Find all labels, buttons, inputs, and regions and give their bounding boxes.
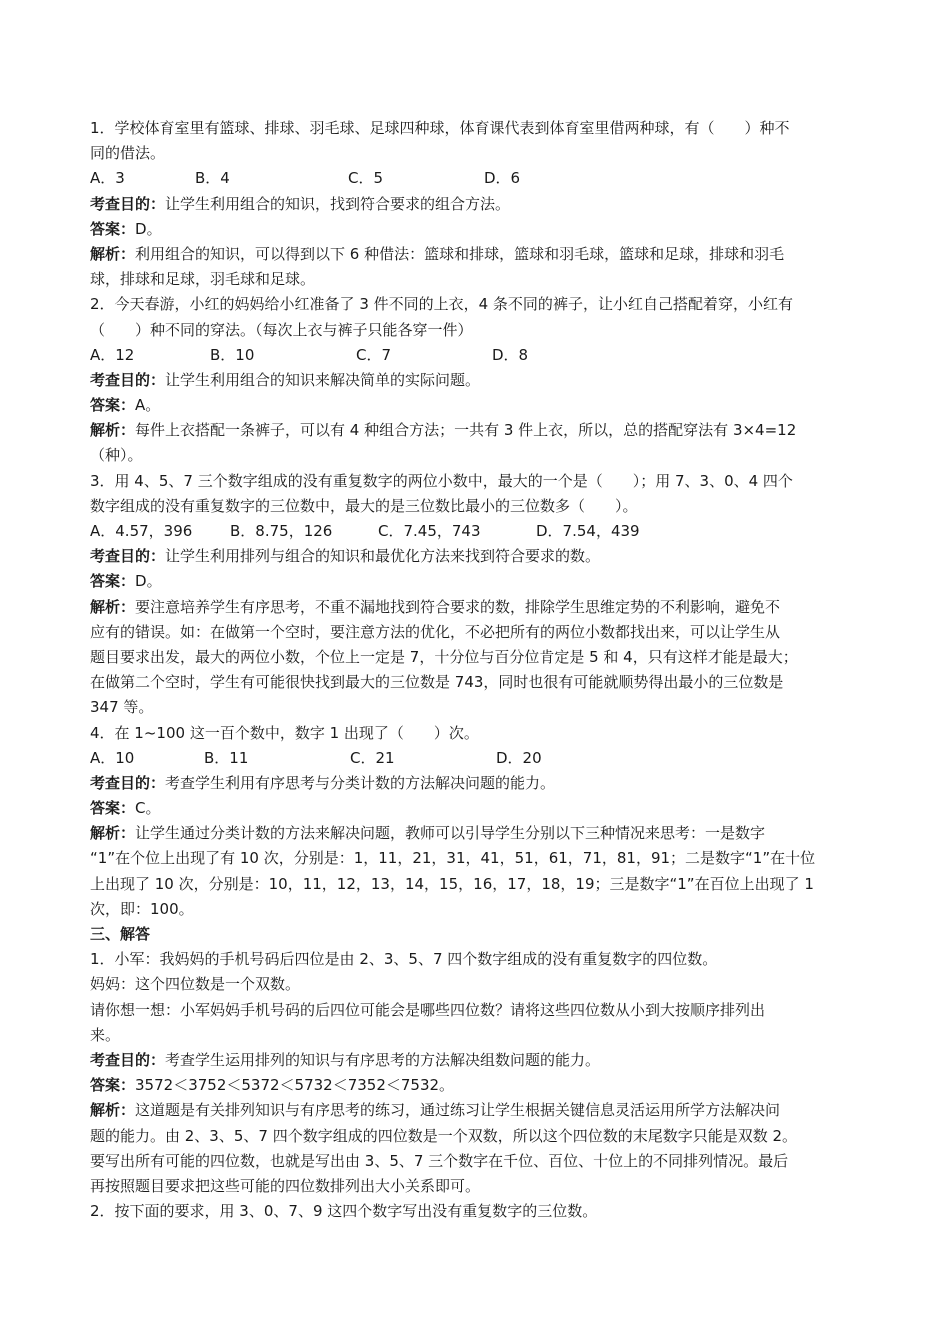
analysis-text: 这道题是有关排列知识与有序思考的练习，通过练习让学生根据关键信息灵活运用所学方法解决问 <box>135 1101 781 1120</box>
option-b: B．4 <box>195 169 230 188</box>
question-4-analysis-cont: “1”在个位上出现了有 10 次，分别是：1，11，21，31，41，51，61，71，81，91；二是数字“1”在十位 <box>90 849 816 868</box>
analysis-label: 解析： <box>90 244 136 263</box>
question-2-options <box>90 343 865 368</box>
purpose-label: 考查目的： <box>90 773 166 792</box>
option-b: B．10 <box>210 345 255 364</box>
question-4-analysis <box>90 821 865 846</box>
question-3-analysis-cont: 应有的错误。如：在做第一个空时，要注意方法的优化，不必把所有的两位小数都找出来，可以让学生从 <box>90 622 781 641</box>
question-4-text: 4．在 1~100 这一百个数中，数字 1 出现了（ ）次。 <box>90 723 479 742</box>
problem-1-analysis <box>90 1098 865 1123</box>
answer-label: 答案： <box>90 1076 136 1095</box>
problem-1-text-cont: 妈妈：这个四位数是一个双数。 <box>90 975 301 994</box>
problem-1-analysis-cont: 要写出所有可能的四位数，也就是写出由 3、5、7 三个数字在千位、百位、十位上的不同排列情况。最后 <box>90 1151 789 1170</box>
question-3-text-cont: 数字组成的没有重复数字的三位数中，最大的是三位数比最小的三位数多（ ）。 <box>90 496 638 515</box>
answer-text: C。 <box>135 799 161 818</box>
question-3-text: 3．用 4、5、7 三个数字组成的没有重复数字的两位小数中，最大的一个是（ ）；用 7、3、0、4 四个 <box>90 471 793 490</box>
purpose-label: 考查目的： <box>90 1050 166 1069</box>
option-d: D．7.54，439 <box>536 522 640 540</box>
question-4-analysis-cont: 次，即：100。 <box>90 899 194 918</box>
answer-text: A。 <box>135 396 161 415</box>
option-b: B．8.75，126 <box>230 522 333 540</box>
question-1-purpose <box>90 192 865 217</box>
problem-1-answer <box>90 1073 865 1098</box>
question-2-purpose <box>90 368 865 393</box>
document-page <box>90 116 865 1224</box>
analysis-text: 要注意培养学生有序思考，不重不漏地找到符合要求的数，排除学生思维定势的不利影响，避免不 <box>135 597 781 616</box>
problem-2-text: 2．按下面的要求，用 3、0、7、9 这四个数字写出没有重复数字的三位数。 <box>90 1202 598 1221</box>
option-c: C．5 <box>348 169 384 188</box>
option-d: D．6 <box>484 169 521 188</box>
option-c: C．21 <box>350 748 395 767</box>
question-3-analysis <box>90 595 865 620</box>
question-1-options <box>90 166 865 191</box>
question-2-text-cont: （ ）种不同的穿法。（每次上衣与裤子只能各穿一件） <box>90 320 473 339</box>
option-a: A．3 <box>90 169 125 188</box>
problem-1-analysis-cont: 再按照题目要求把这些可能的四位数排列出大小关系即可。 <box>90 1176 481 1195</box>
analysis-text: 利用组合的知识，可以得到以下 6 种借法：篮球和排球，篮球和羽毛球，篮球和足球，排球和羽毛 <box>135 244 785 263</box>
question-1-answer <box>90 217 865 242</box>
problem-1-text: 1．小军：我妈妈的手机号码后四位是由 2、3、5、7 四个数字组成的没有重复数字的四位数。 <box>90 950 718 969</box>
purpose-text: 让学生利用组合的知识来解决简单的实际问题。 <box>165 370 481 389</box>
problem-1-text-cont: 来。 <box>90 1025 121 1044</box>
option-c: C．7.45，743 <box>378 522 481 540</box>
analysis-label: 解析： <box>90 597 136 616</box>
answer-label: 答案： <box>90 396 136 415</box>
option-a: A．12 <box>90 345 135 364</box>
question-4-answer <box>90 796 865 821</box>
question-2-analysis <box>90 418 865 443</box>
question-4-analysis-cont: 上出现了 10 次，分别是：10，11，12，13，14，15，16，17，18，19；三是数字“1”在百位上出现了 1 <box>90 874 814 893</box>
question-1-analysis-cont: 球，排球和足球，羽毛球和足球。 <box>90 270 316 289</box>
section-heading: 三、解答 <box>90 925 151 943</box>
problem-1-text-cont: 请你想一想：小军妈妈手机号码的后四位可能会是哪些四位数？请将这些四位数从小到大按顺序排列出 <box>90 1000 766 1019</box>
option-d: D．20 <box>496 748 542 767</box>
question-3-analysis-cont: 347 等。 <box>90 698 154 717</box>
question-3-purpose <box>90 544 865 569</box>
option-b: B．11 <box>204 748 249 767</box>
question-2-text: 2．今天春游，小红的妈妈给小红准备了 3 件不同的上衣，4 条不同的裤子，让小红自己搭配着穿，小红有 <box>90 295 793 314</box>
purpose-label: 考查目的： <box>90 194 166 213</box>
question-1-analysis <box>90 242 865 267</box>
analysis-text: 每件上衣搭配一条裤子，可以有 4 种组合方法；一共有 3 件上衣，所以，总的搭配穿法有 3×4=12 <box>135 421 797 440</box>
question-3-analysis-cont: 在做第二个空时，学生有可能很快找到最大的三位数是 743，同时也很有可能就顺势得出最小的三位数是 <box>90 673 784 692</box>
answer-text: D。 <box>135 572 162 591</box>
question-1-text-cont: 同的借法。 <box>90 144 166 163</box>
purpose-text: 让学生利用排列与组合的知识和最优化方法来找到符合要求的数。 <box>165 547 601 566</box>
question-4-purpose <box>90 771 865 796</box>
question-3-answer <box>90 569 865 594</box>
analysis-label: 解析： <box>90 421 136 440</box>
analysis-text: 让学生通过分类计数的方法来解决问题，教师可以引导学生分别以下三种情况来思考：一是数字 <box>135 824 766 843</box>
option-a: A．4.57，396 <box>90 522 193 540</box>
question-4-options <box>90 746 865 771</box>
purpose-text: 考查学生利用有序思考与分类计数的方法解决问题的能力。 <box>165 773 556 792</box>
purpose-label: 考查目的： <box>90 547 166 566</box>
answer-label: 答案： <box>90 219 136 238</box>
purpose-label: 考查目的： <box>90 370 166 389</box>
question-3-analysis-cont: 题目要求出发，最大的两位小数，个位上一定是 7，十分位与百分位肯定是 5 和 4，只有这样才能是最大； <box>90 647 798 666</box>
question-3-options <box>90 519 865 544</box>
answer-text: D。 <box>135 219 162 238</box>
analysis-label: 解析： <box>90 1101 136 1120</box>
answer-text: 3572＜3752＜5372＜5732＜7352＜7532。 <box>135 1076 455 1095</box>
purpose-text: 考查学生运用排列的知识与有序思考的方法解决组数问题的能力。 <box>165 1050 601 1069</box>
answer-label: 答案： <box>90 572 136 591</box>
answer-label: 答案： <box>90 799 136 818</box>
problem-1-purpose <box>90 1048 865 1073</box>
analysis-label: 解析： <box>90 824 136 843</box>
question-2-answer <box>90 393 865 418</box>
question-2-analysis-cont: （种）。 <box>90 446 143 465</box>
option-a: A．10 <box>90 748 135 767</box>
question-1-text: 1．学校体育室里有篮球、排球、羽毛球、足球四种球，体育课代表到体育室里借两种球，有（ ）种不 <box>90 119 790 137</box>
purpose-text: 让学生利用组合的知识，找到符合要求的组合方法。 <box>165 194 511 213</box>
option-d: D．8 <box>492 345 529 364</box>
option-c: C．7 <box>356 345 392 364</box>
problem-1-analysis-cont: 题的能力。由 2、3、5、7 四个数字组成的四位数是一个双数，所以这个四位数的末尾数字只能是双数 2。 <box>90 1126 798 1145</box>
